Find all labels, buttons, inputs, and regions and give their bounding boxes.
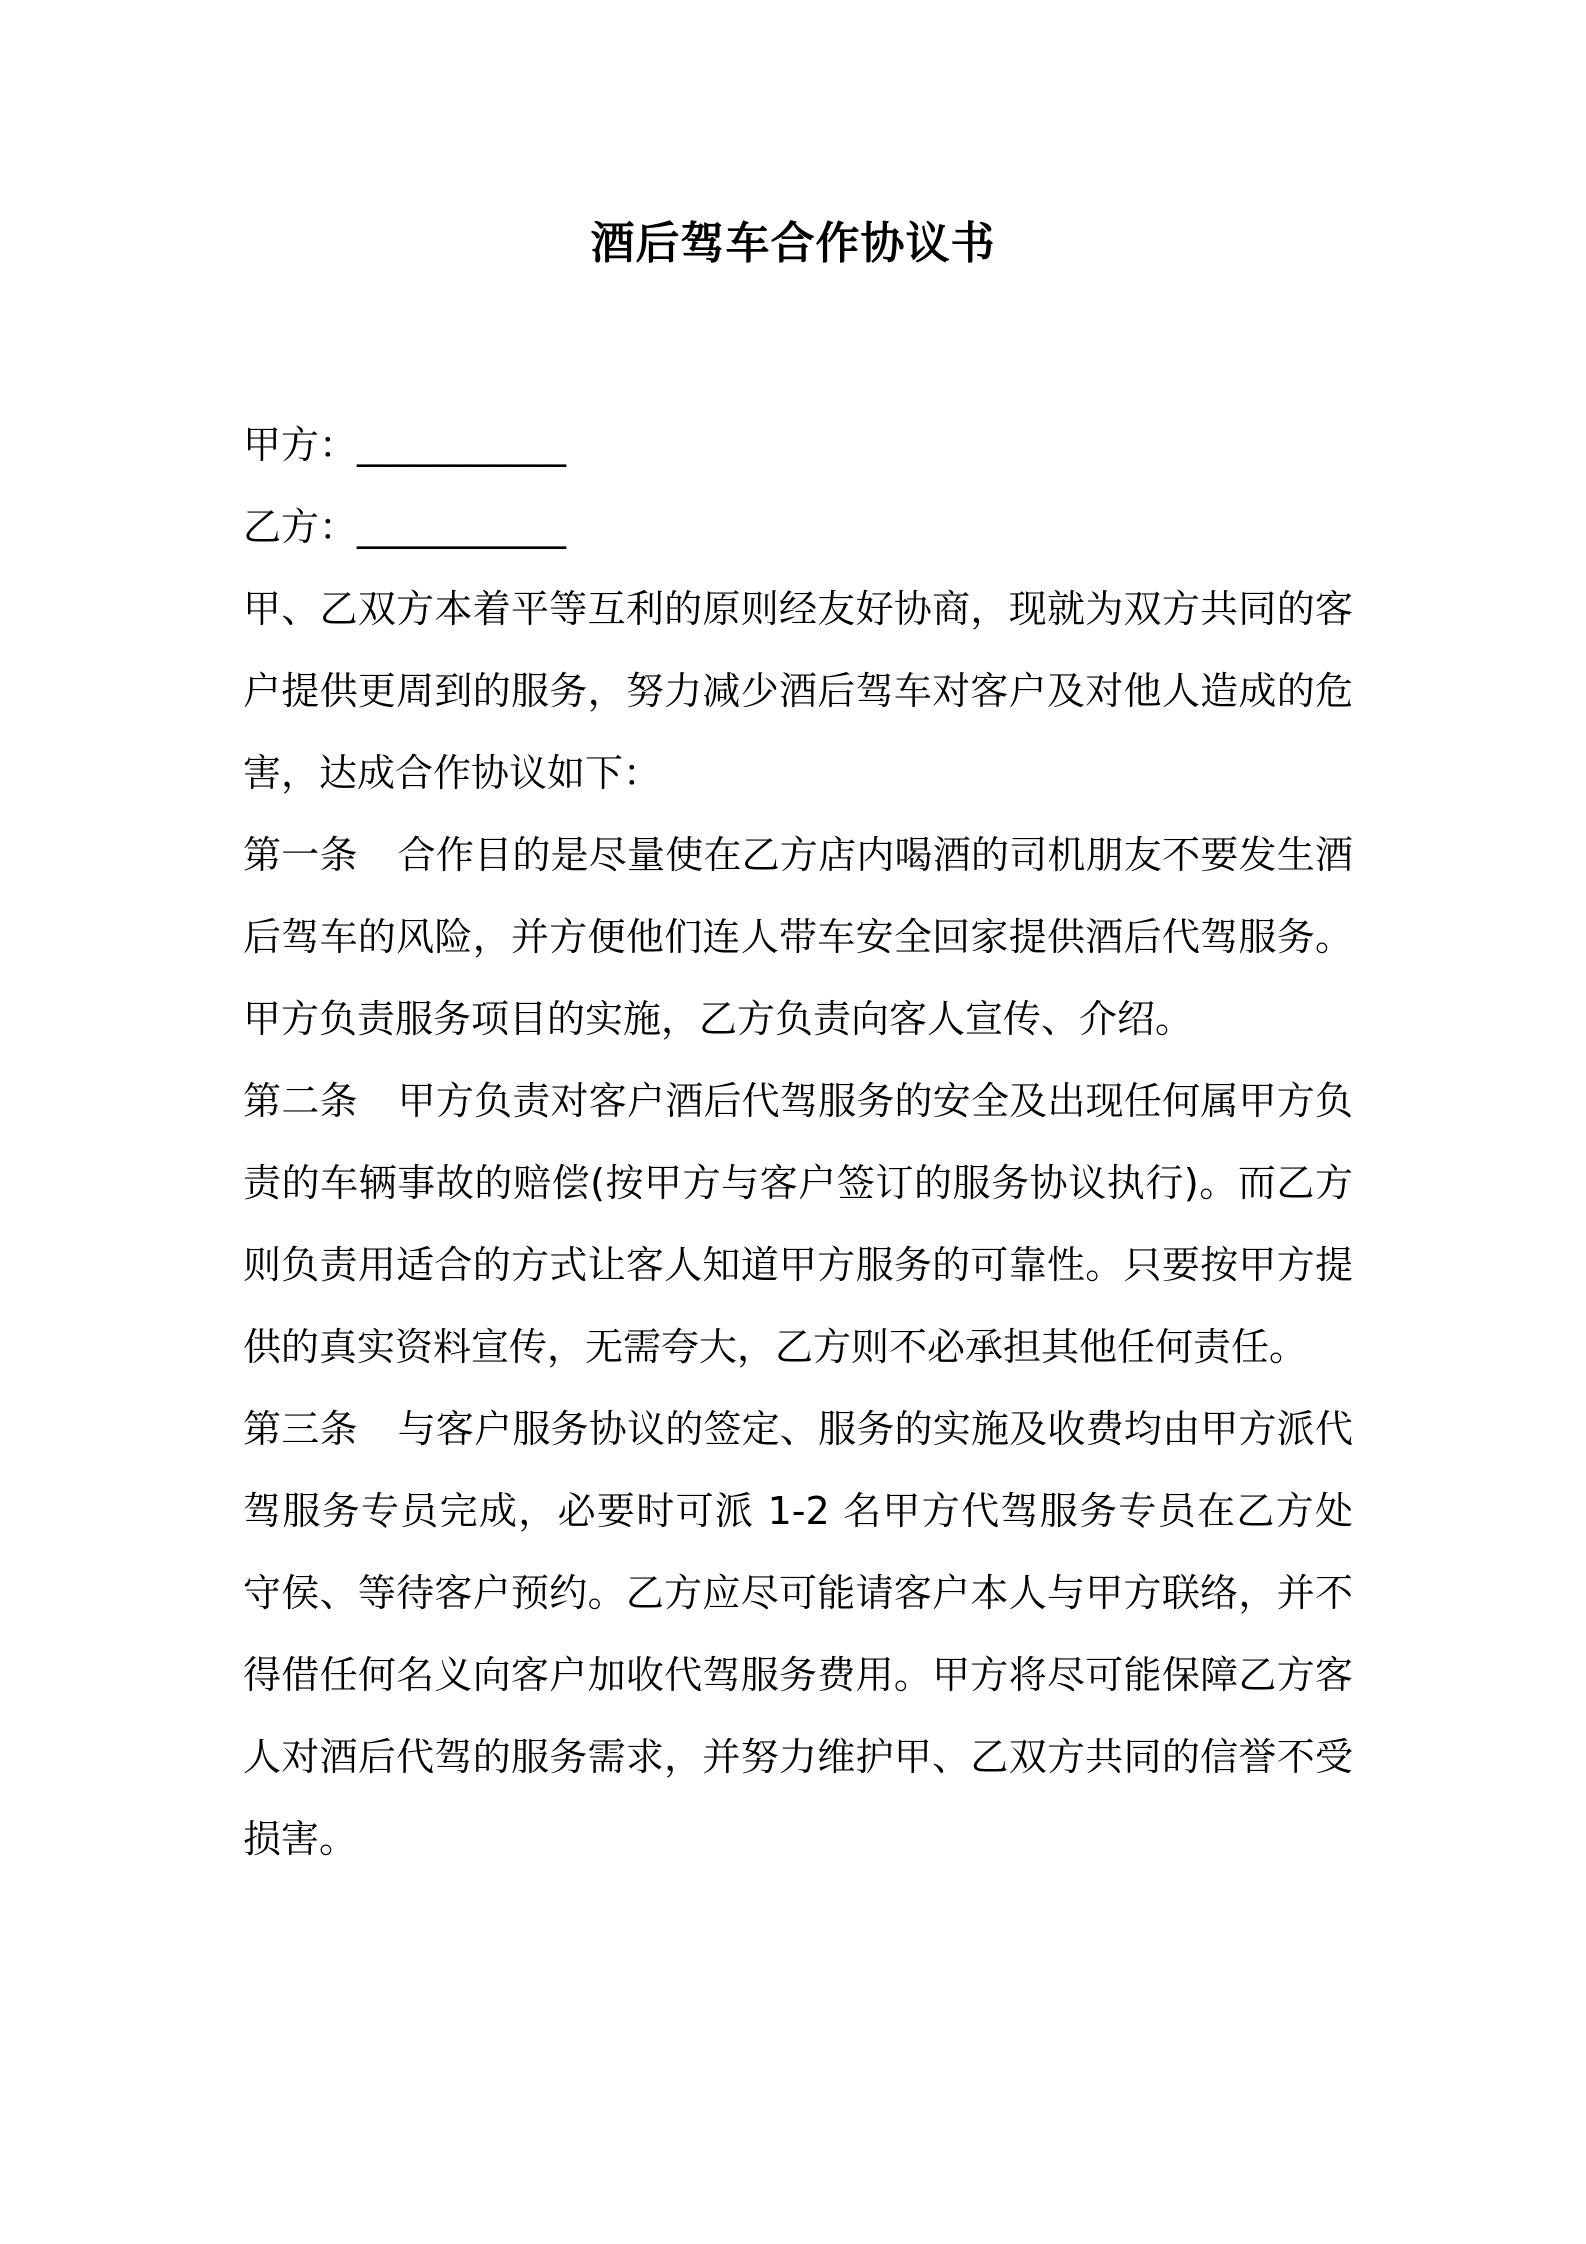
party-b-line: 乙方：___________: [243, 505, 567, 549]
article-3-text: 与客户服务协议的签定、服务的实施及收费均由甲方派代驾服务专员完成，必要时可派 1-2 名甲方代驾服务专员在乙方处守侯、等待客户预约。乙方应尽可能请客户本人与甲方联络，并不得借任何名义向客户加收代驾服务费用。甲方将尽可能保障乙方客人对酒后代驾的服务需求，并努力维护甲、乙双方共同的信誉不受损害。: [243, 1407, 1353, 1861]
article-1: [243, 814, 1353, 1060]
document-title: 酒后驾车合作协议书: [590, 218, 996, 269]
article-1-heading: 第一条: [243, 833, 358, 877]
article-2-text: 甲方负责对客户酒后代驾服务的安全及出现任何属甲方负责的车辆事故的赔偿(按甲方与客户签订的服务协议执行)。而乙方则负责用适合的方式让客人知道甲方服务的可靠性。只要按甲方提供的真实资料宣传，无需夸大，乙方则不必承担其他任何责任。: [243, 1079, 1353, 1369]
article-3-heading: 第三条: [243, 1407, 358, 1451]
intro-paragraph: 甲、乙双方本着平等互利的原则经友好协商，现就为双方共同的客户提供更周到的服务，努力减少酒后驾车对客户及对他人造成的危害，达成合作协议如下：: [243, 587, 1353, 795]
article-2-heading: 第二条: [243, 1079, 358, 1123]
document-body: [243, 404, 1353, 1880]
article-2: [243, 1060, 1353, 1388]
article-3: [243, 1388, 1353, 1880]
article-1-text: 合作目的是尽量使在乙方店内喝酒的司机朋友不要发生酒后驾车的风险，并方便他们连人带车安全回家提供酒后代驾服务。甲方负责服务项目的实施，乙方负责向客人宣传、介绍。: [243, 833, 1353, 1041]
party-a-line: 甲方：___________: [243, 423, 567, 467]
